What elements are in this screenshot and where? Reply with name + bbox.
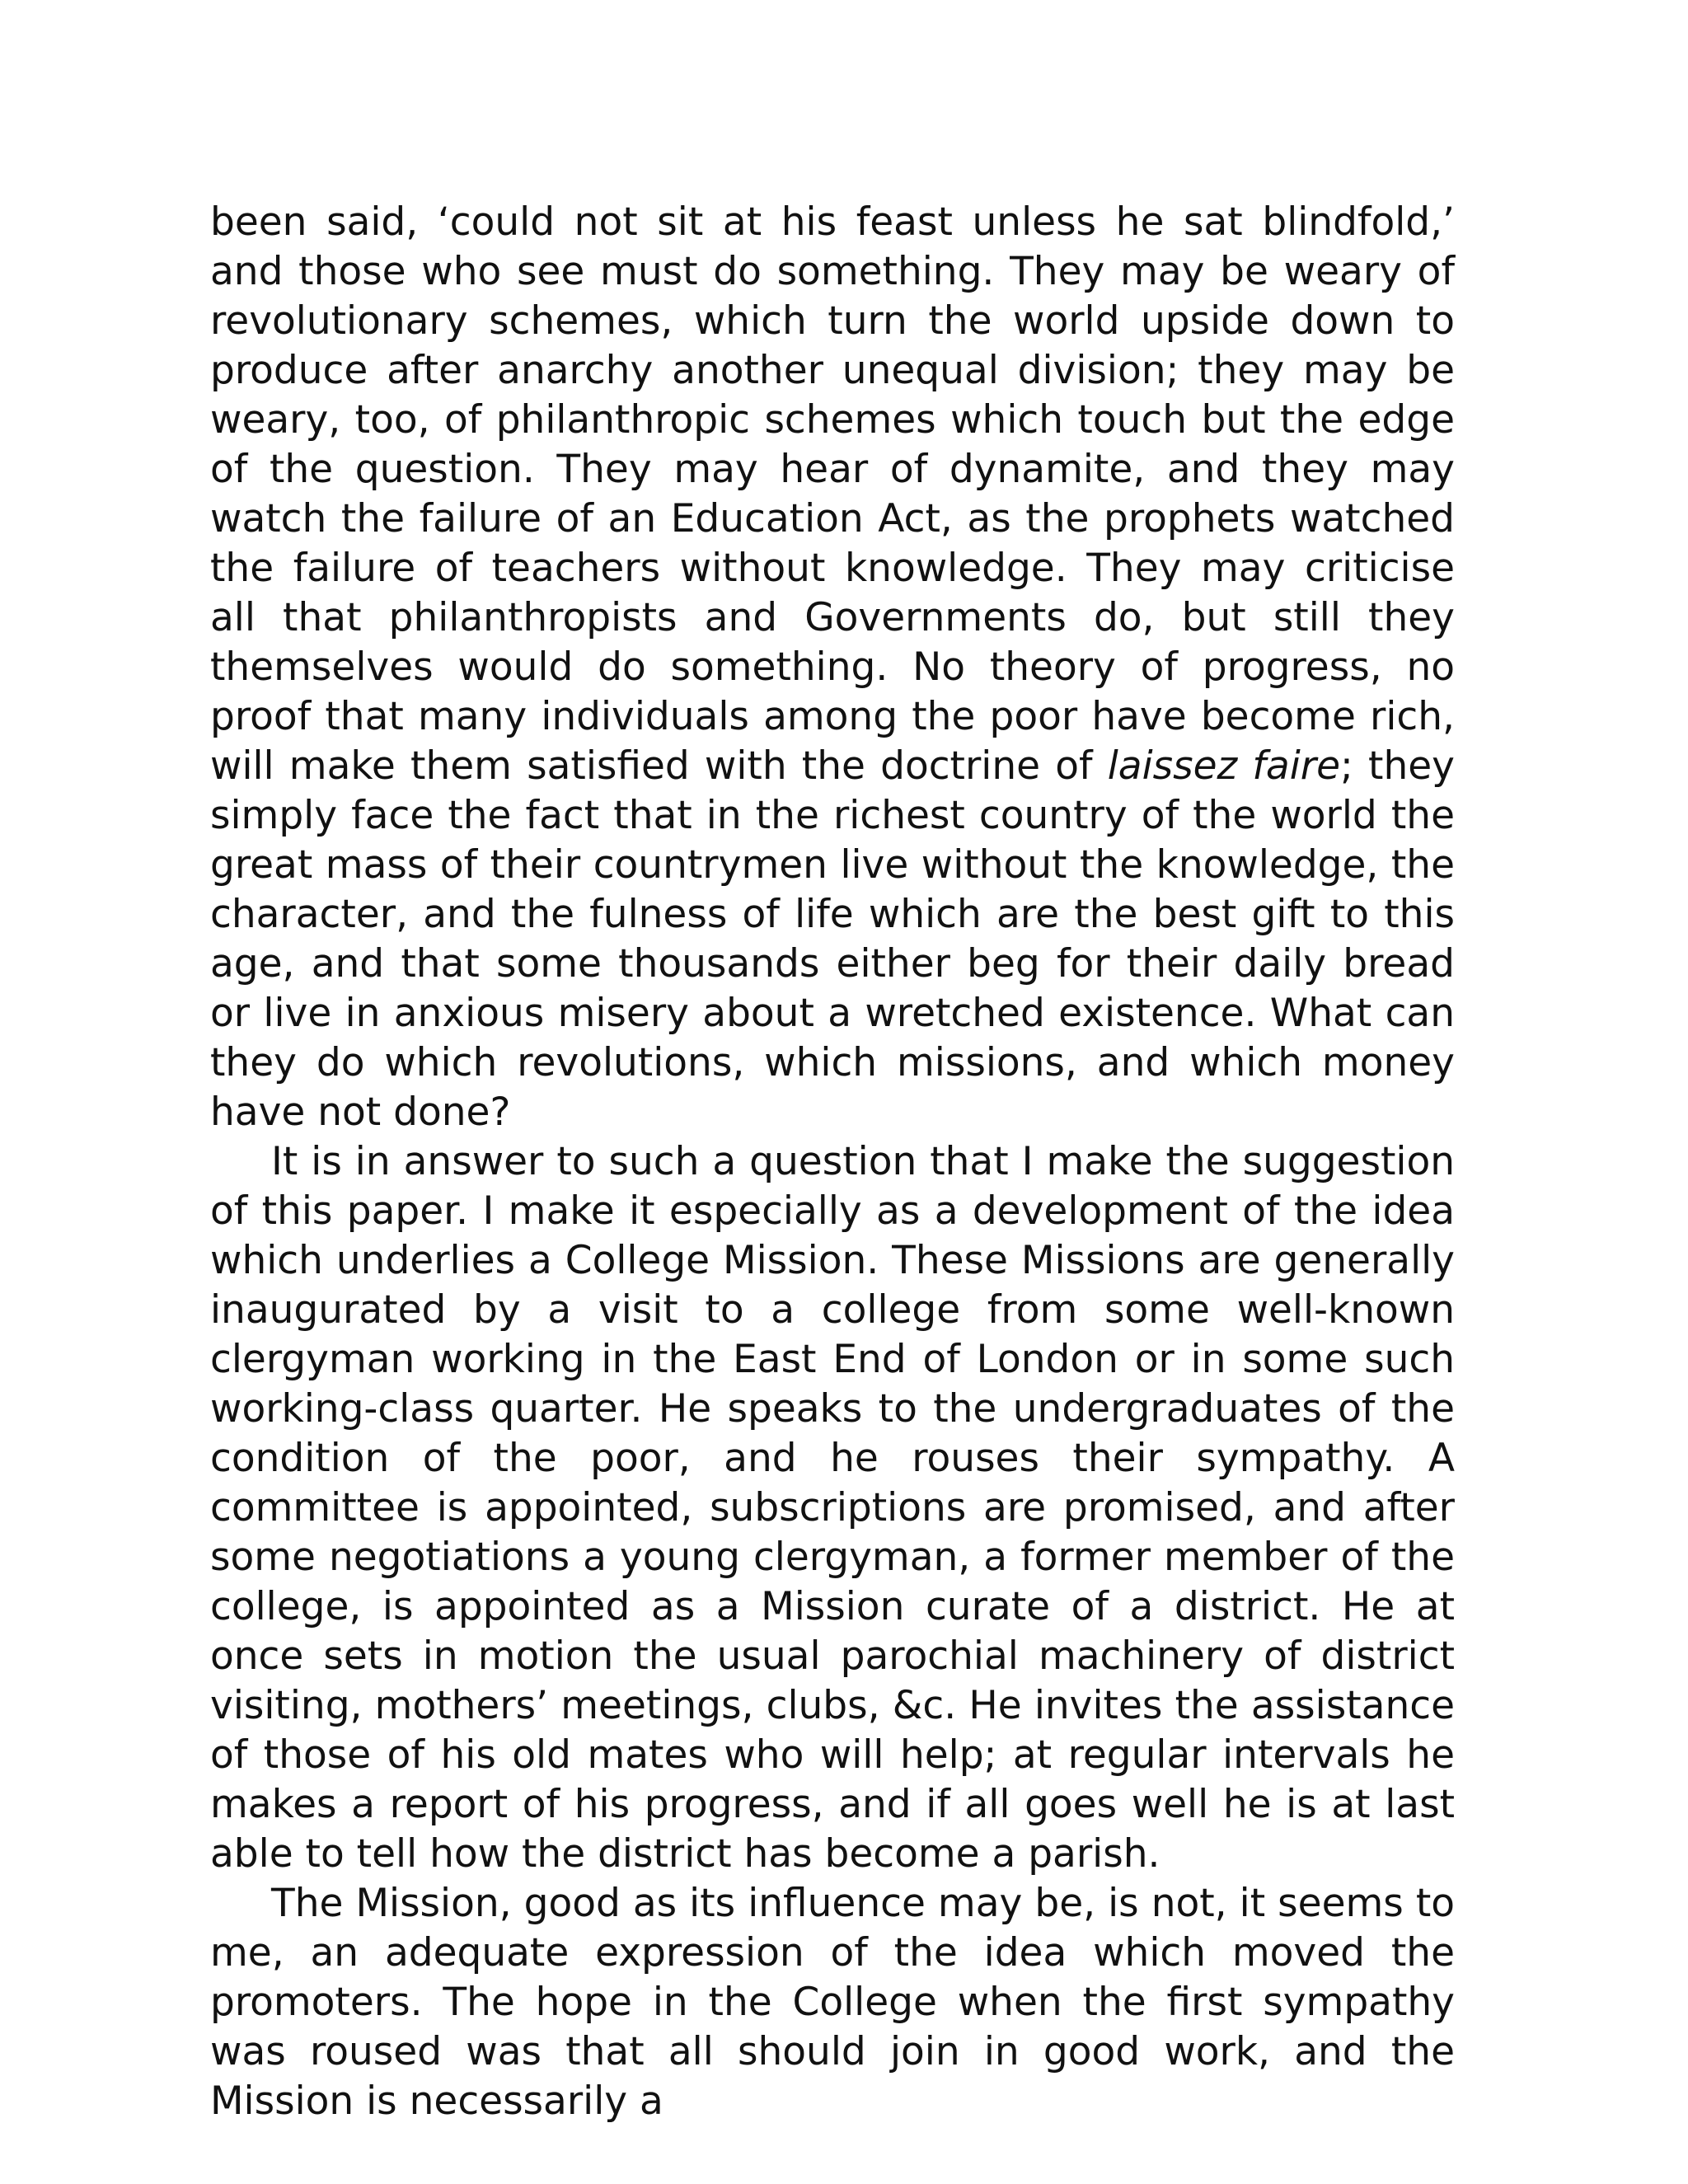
paragraph-1-text-start: been said, ‘could not sit at his feast unless he sat blindfold,’ and those who see must do something. They may be weary of revolutionary schemes, which turn the world upside down to produce after anarchy another unequal division; they may be weary, too, of philanthropic schemes which touch but the edge of the question. They may hear of dynamite, and they may watch the failure of an Education Act, as the prophets watched the failure of teachers without knowledge. They may criticise all that philanthropists and Governments do, but still they themselves would do something. No theory of progress, no proof that many individuals among the poor have become rich, will make them satisfied with the doctrine of	[210, 199, 1455, 789]
paragraph-1-text-end: ; they simply face the fact that in the richest country of the world the great mass of their countrymen live without the knowledge, the character, and the fulness of life which are the best gift to this age, and that some thousands either beg for their daily bread or live in anxious misery about a wretched existence. What can they do which revolutions, which missions, and which money have not done?	[210, 743, 1455, 1135]
paragraph-2: It is in answer to such a question that I make the suggestion of this paper. I make it especially as a development of the idea which underlies a College Mission. These Missions are generally inaugurated by a visit to a college from some well-known clergyman working in the East End of London or in some such working-class quarter. He speaks to the undergraduates of the condition of the poor, and he rouses their sympathy. A committee is appointed, subscriptions are promised, and after some negotiations a young clergyman, a former member of the college, is appointed as a Mission curate of a district. He at once sets in motion the usual parochial machinery of district visiting, mothers’ meetings, clubs, &c. He invites the assistance of those of his old mates who will help; at regular intervals he makes a report of his progress, and if all goes well he is at last able to tell how the district has become a parish.	[210, 1139, 1455, 1877]
paragraph-3: The Mission, good as its influence may be, is not, it seems to me, an adequate expression of the idea which moved the promoters. The hope in the College when the first sympathy was roused was that all should join in good work, and the Mission is necessarily a	[210, 1881, 1455, 2124]
italic-phrase-laissez-faire: laissez faire	[1107, 743, 1341, 789]
paragraph-1	[210, 198, 1455, 1137]
document-page	[210, 198, 1455, 2126]
